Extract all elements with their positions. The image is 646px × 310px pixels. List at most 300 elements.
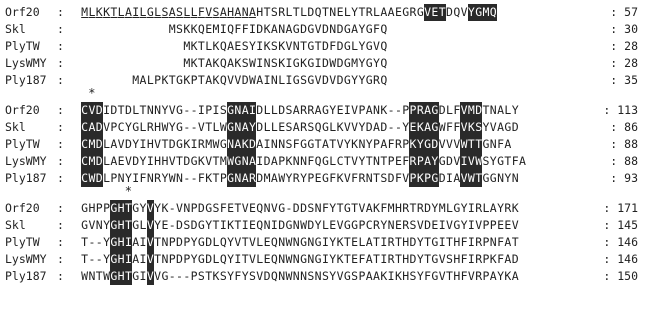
residue: E: [336, 103, 344, 117]
residue: F: [197, 5, 205, 19]
residue: V: [460, 120, 468, 134]
residue: A: [110, 137, 118, 151]
separator: :: [57, 73, 64, 87]
residue: I: [103, 103, 110, 117]
position-number: : 171: [603, 201, 638, 215]
residue: P: [110, 171, 118, 185]
residue: C: [81, 137, 89, 151]
residue: A: [424, 154, 432, 168]
residue: P: [358, 103, 366, 117]
residue: K: [285, 154, 293, 168]
residue: N: [117, 171, 125, 185]
residue: V: [146, 218, 154, 232]
residue: A: [292, 120, 300, 134]
residue: G: [343, 73, 351, 87]
residue: A: [497, 120, 505, 134]
residue: M: [482, 5, 490, 19]
residue: D: [168, 137, 176, 151]
residue: A: [270, 154, 278, 168]
alignment-row: [0, 4, 646, 21]
residue: G: [110, 201, 118, 215]
residue: G: [132, 269, 140, 283]
residue: D: [124, 137, 132, 151]
residue: M: [219, 154, 227, 168]
residue: Y: [431, 154, 439, 168]
residue: N: [263, 201, 271, 215]
residue: A: [88, 120, 96, 134]
residue: W: [300, 218, 308, 232]
residue: T: [300, 39, 308, 53]
residue: V: [146, 269, 154, 283]
residue: D: [300, 22, 308, 36]
residue: S: [380, 171, 388, 185]
residue: A: [292, 103, 300, 117]
residue: P: [278, 154, 286, 168]
residue: T: [292, 5, 300, 19]
position-number: : 88: [610, 154, 638, 168]
residue: D: [336, 56, 344, 70]
residue: K: [190, 22, 198, 36]
residue: P: [190, 73, 198, 87]
residue: K: [278, 56, 286, 70]
residue: V: [351, 120, 359, 134]
residue: K: [183, 73, 191, 87]
residue: G: [176, 120, 183, 134]
residue: Y: [329, 252, 337, 266]
residue: [132, 38, 139, 55]
residue: Y: [300, 171, 308, 185]
residue: K: [190, 56, 198, 70]
residue: G: [300, 235, 308, 249]
residue: W: [285, 235, 293, 249]
sequence-name: Ply187: [5, 171, 47, 185]
residue: A: [489, 269, 497, 283]
residue: D: [336, 39, 344, 53]
residue: G: [292, 22, 300, 36]
residue: [103, 21, 110, 38]
residue: W: [161, 120, 169, 134]
residue: A: [241, 103, 249, 117]
residue: P: [183, 252, 191, 266]
residue: H: [117, 201, 125, 215]
residue: H: [88, 201, 96, 215]
residue: N: [278, 22, 286, 36]
residue: [96, 38, 103, 55]
residue: Y: [132, 137, 140, 151]
residue: -: [95, 235, 103, 249]
residue: A: [256, 73, 264, 87]
residue: Y: [249, 120, 256, 134]
residue: I: [190, 137, 198, 151]
residue: K: [161, 201, 169, 215]
residue: L: [139, 5, 147, 19]
residue: D: [321, 22, 329, 36]
residue: Q: [219, 56, 227, 70]
residue: I: [139, 269, 147, 283]
residue: G: [351, 218, 359, 232]
residue: G: [300, 137, 308, 151]
residue: P: [307, 171, 315, 185]
residue: H: [453, 269, 461, 283]
residue: A: [132, 235, 140, 249]
residue: T: [263, 5, 271, 19]
residue: K: [263, 22, 271, 36]
residue: Y: [358, 39, 366, 53]
residue: I: [219, 218, 227, 232]
residue: I: [132, 5, 140, 19]
residue: G: [321, 120, 329, 134]
residue: L: [482, 201, 490, 215]
residue: S: [176, 22, 183, 36]
residue: S: [307, 201, 315, 215]
residue: Y: [416, 137, 424, 151]
residue: V: [205, 5, 213, 19]
residue: P: [482, 269, 490, 283]
residue: G: [314, 235, 322, 249]
residue: I: [467, 235, 475, 249]
residue: L: [205, 39, 213, 53]
residue: D: [176, 252, 183, 266]
position-number: : 146: [603, 252, 638, 266]
residue: V: [234, 73, 242, 87]
residue: D: [176, 235, 183, 249]
residue: Y: [482, 120, 490, 134]
residue: G: [343, 269, 351, 283]
residue: Y: [351, 5, 359, 19]
residue: I: [446, 171, 453, 185]
residue: D: [249, 137, 256, 151]
residue: [154, 38, 161, 55]
residue: L: [270, 120, 278, 134]
residue: Q: [270, 252, 278, 266]
residue: V: [446, 218, 453, 232]
residue: N: [373, 154, 380, 168]
residue: R: [475, 252, 483, 266]
residue: K: [212, 269, 220, 283]
residue: E: [504, 218, 512, 232]
residue: G: [176, 137, 183, 151]
residue: F: [460, 235, 468, 249]
residue: N: [161, 235, 169, 249]
residue: R: [358, 171, 366, 185]
residue: D: [183, 154, 191, 168]
residue: L: [132, 103, 140, 117]
sequence-residues: [81, 217, 519, 234]
residue: N: [307, 252, 315, 266]
alignment-row: [0, 200, 646, 217]
residue: D: [95, 103, 103, 117]
residue: I: [270, 218, 278, 232]
residue: E: [336, 5, 344, 19]
residue: [161, 21, 168, 38]
residue: H: [402, 235, 410, 249]
residue: K: [183, 22, 191, 36]
residue: [88, 21, 95, 38]
residue: T: [511, 235, 519, 249]
residue: I: [256, 154, 264, 168]
residue: G: [176, 73, 183, 87]
residue: K: [336, 252, 344, 266]
residue: [81, 72, 88, 89]
residue: G: [453, 201, 461, 215]
residue: K: [394, 269, 402, 283]
sequence-name: PlyTW: [5, 39, 40, 53]
residue: L: [300, 5, 308, 19]
residue: T: [373, 252, 380, 266]
residue: P: [358, 269, 366, 283]
alignment-row: [0, 217, 646, 234]
residue: W: [227, 154, 235, 168]
residue: Q: [380, 56, 388, 70]
residue: N: [292, 252, 300, 266]
residue: G: [504, 120, 512, 134]
alignment-row: [0, 102, 646, 119]
residue: I: [460, 154, 468, 168]
residue: K: [336, 120, 344, 134]
residue: P: [402, 137, 410, 151]
residue: G: [343, 218, 351, 232]
position-number: : 150: [603, 269, 638, 283]
residue: A: [256, 137, 264, 151]
residue: A: [424, 120, 432, 134]
residue: V: [343, 120, 351, 134]
residue: R: [154, 171, 162, 185]
residue: -: [88, 252, 96, 266]
residue: L: [212, 235, 220, 249]
residue: P: [183, 235, 191, 249]
separator: :: [57, 137, 64, 151]
residue: E: [329, 218, 337, 232]
residue: C: [81, 103, 89, 117]
residue: Y: [154, 201, 162, 215]
residue: G: [197, 252, 205, 266]
residue: D: [511, 252, 519, 266]
separator: :: [57, 56, 64, 70]
residue: D: [431, 137, 439, 151]
residue: L: [103, 154, 110, 168]
residue: V: [117, 137, 125, 151]
residue: Q: [219, 235, 227, 249]
residue: K: [103, 5, 110, 19]
residue: A: [227, 56, 235, 70]
residue: F: [380, 201, 388, 215]
residue: N: [373, 103, 380, 117]
residue: T: [394, 235, 402, 249]
residue: I: [285, 73, 293, 87]
residue: C: [365, 218, 373, 232]
residue: T: [424, 252, 432, 266]
residue: P: [168, 235, 176, 249]
residue: G: [161, 269, 169, 283]
residue: [110, 38, 117, 55]
residue: Y: [227, 235, 235, 249]
residue: G: [132, 201, 140, 215]
residue: I: [219, 22, 227, 36]
residue: T: [117, 103, 125, 117]
residue: G: [402, 5, 410, 19]
residue: L: [146, 73, 154, 87]
residue: P: [219, 171, 227, 185]
residue: C: [336, 154, 344, 168]
residue: Q: [314, 120, 322, 134]
residue: V: [256, 269, 264, 283]
residue: I: [321, 235, 329, 249]
position-number: : 35: [610, 73, 638, 87]
residue: D: [278, 218, 286, 232]
residue: [117, 21, 124, 38]
residue: Y: [497, 269, 505, 283]
residue: N: [329, 5, 337, 19]
residue: E: [161, 218, 169, 232]
residue: L: [343, 5, 351, 19]
residue: A: [168, 5, 176, 19]
residue: G: [482, 137, 490, 151]
residue: G: [497, 154, 505, 168]
residue: Q: [219, 73, 227, 87]
residue: F: [351, 171, 359, 185]
residue: F: [292, 137, 300, 151]
residue: T: [81, 252, 89, 266]
residue: G: [197, 235, 205, 249]
residue: [81, 55, 88, 72]
residue: A: [321, 137, 329, 151]
residue: Y: [504, 171, 512, 185]
residue: S: [161, 5, 169, 19]
residue: G: [132, 120, 140, 134]
residue: P: [424, 171, 432, 185]
residue: D: [336, 73, 344, 87]
residue: V: [285, 39, 293, 53]
residue: I: [467, 201, 475, 215]
residue: F: [373, 22, 380, 36]
residue: K: [183, 137, 191, 151]
residue: G: [343, 201, 351, 215]
residue: G: [292, 73, 300, 87]
residue: D: [321, 39, 329, 53]
residue: S: [197, 269, 205, 283]
residue: D: [278, 103, 286, 117]
residue: G: [110, 252, 118, 266]
residue: D: [387, 171, 395, 185]
residue: M: [438, 201, 446, 215]
separator: :: [57, 22, 64, 36]
residue: G: [110, 269, 118, 283]
residue: R: [300, 120, 308, 134]
residue: A: [270, 22, 278, 36]
residue: A: [270, 171, 278, 185]
residue: D: [176, 218, 183, 232]
residue: P: [110, 120, 118, 134]
sequence-name: Ply187: [5, 73, 47, 87]
residue: S: [270, 56, 278, 70]
residue: I: [197, 103, 205, 117]
residue: L: [256, 252, 264, 266]
residue: G: [292, 56, 300, 70]
residue: F: [453, 120, 461, 134]
residue: M: [81, 5, 89, 19]
residue: D: [110, 103, 118, 117]
residue: L: [351, 39, 359, 53]
residue: D: [336, 22, 344, 36]
residue: P: [387, 154, 395, 168]
residue: A: [504, 137, 512, 151]
residue: I: [212, 103, 220, 117]
residue: [161, 55, 168, 72]
sequence-name: LysWMY: [5, 154, 47, 168]
residue: T: [241, 252, 249, 266]
residue: L: [446, 103, 453, 117]
residue: Y: [168, 120, 176, 134]
residue: S: [249, 269, 256, 283]
residue: T: [124, 269, 132, 283]
residue: V: [424, 5, 432, 19]
residue: [125, 72, 132, 89]
residue: N: [292, 39, 300, 53]
residue: T: [373, 235, 380, 249]
residue: V: [168, 154, 176, 168]
residue: G: [365, 73, 373, 87]
residue: G: [146, 5, 154, 19]
residue: T: [358, 5, 366, 19]
residue: I: [387, 269, 395, 283]
residue: E: [431, 218, 439, 232]
residue: Y: [460, 201, 468, 215]
residue: T: [482, 103, 490, 117]
residue: N: [278, 235, 286, 249]
residue: F: [460, 269, 468, 283]
residue: D: [307, 5, 315, 19]
residue: F: [387, 137, 395, 151]
residue: N: [300, 269, 308, 283]
residue: D: [256, 103, 264, 117]
residue: S: [219, 103, 227, 117]
residue: T: [446, 269, 453, 283]
residue: V: [453, 137, 461, 151]
residue: P: [190, 201, 198, 215]
residue: [139, 38, 146, 55]
sequence-residues: [81, 234, 519, 251]
residue: M: [467, 103, 475, 117]
residue: T: [212, 218, 220, 232]
residue: S: [241, 56, 249, 70]
residue: G: [365, 39, 373, 53]
residue: N: [241, 154, 249, 168]
residue: T: [336, 201, 344, 215]
residue: A: [241, 120, 249, 134]
residue: T: [314, 137, 322, 151]
residue: A: [110, 154, 118, 168]
residue: V: [351, 154, 359, 168]
residue: D: [95, 171, 103, 185]
residue: D: [475, 103, 483, 117]
residue: V: [467, 154, 475, 168]
residue: -: [394, 120, 402, 134]
residue: S: [285, 120, 293, 134]
separator: :: [57, 39, 64, 53]
residue: G: [205, 201, 213, 215]
residue: A: [365, 252, 373, 266]
residue: M: [183, 56, 191, 70]
residue: -: [387, 120, 395, 134]
residue: T: [373, 171, 380, 185]
residue: I: [263, 137, 271, 151]
residue: Y: [416, 252, 424, 266]
residue: A: [139, 73, 147, 87]
residue: L: [139, 120, 147, 134]
residue: G: [431, 120, 439, 134]
residue: I: [285, 56, 293, 70]
residue: -: [95, 252, 103, 266]
